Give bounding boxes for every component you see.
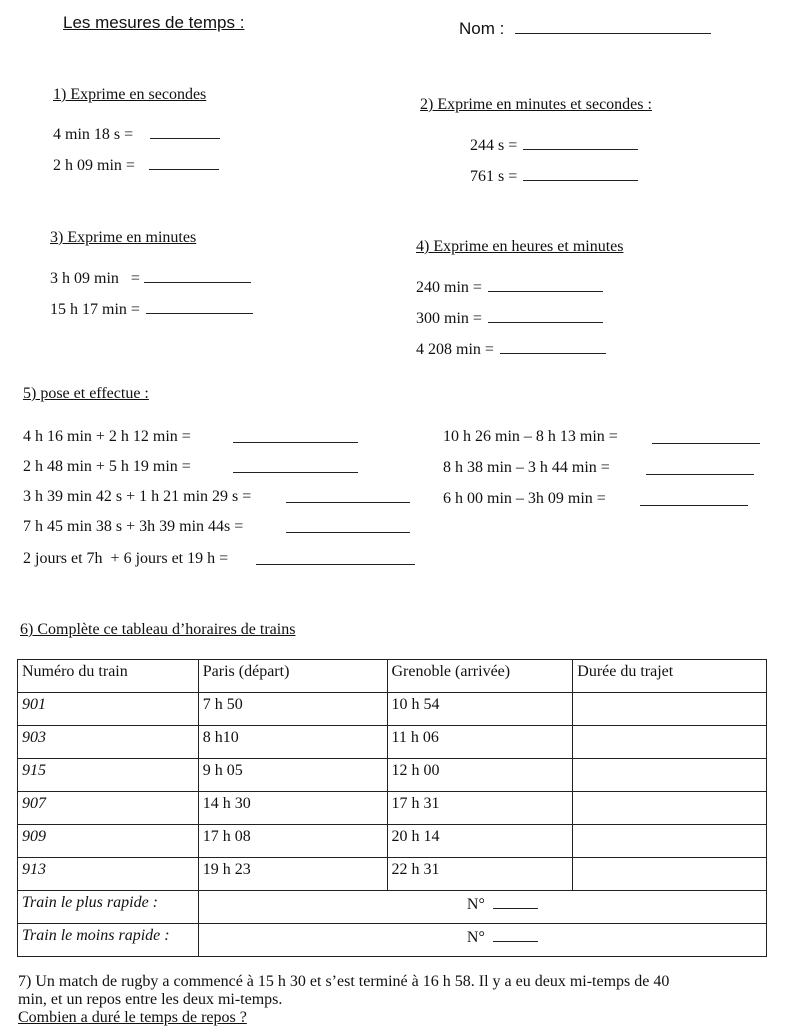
slowest-train-row [18,924,767,957]
ex5-item: 8 h 38 min – 3 h 44 min = [443,459,610,476]
answer-blank[interactable] [286,518,410,533]
ex5-item: 3 h 39 min 42 s + 1 h 21 min 29 s = [23,488,252,505]
duration-cell[interactable] [573,825,767,858]
ex5-item: 2 h 48 min + 5 h 19 min = [23,458,191,475]
table-row [18,759,767,792]
column-header: Paris (départ) [198,660,387,693]
train-number: 907 [18,792,199,825]
page-title: Les mesures de temps : [63,13,245,32]
ex1-heading: 1) Exprime en secondes [53,86,207,103]
ex7-text-line1: 7) Un match de rugby a commencé à 15 h 30 et s’est terminé à 16 h 58. Il y a eu deux mi-temps de 40 [18,973,670,990]
column-header: Durée du trajet [573,660,767,693]
answer-blank[interactable] [488,277,603,292]
ex3-heading: 3) Exprime en minutes [50,229,197,246]
answer-blank[interactable] [286,488,410,503]
ex2-item: 761 s = [470,166,638,186]
train-number: 913 [18,858,199,891]
column-header: Numéro du train [18,660,199,693]
table-header-row [18,660,767,693]
train-timetable [17,659,767,957]
ex4-item: 300 min = [416,308,603,328]
paris-departure: 9 h 05 [198,759,387,792]
ex2-item: 244 s = [470,135,638,155]
duration-cell[interactable] [573,792,767,825]
duration-cell[interactable] [573,759,767,792]
answer-blank[interactable] [523,135,638,150]
train-number: 901 [18,693,199,726]
ex5-item: 7 h 45 min 38 s + 3h 39 min 44s = [23,518,244,535]
fastest-train-label: Train le plus rapide : [18,891,199,924]
ex5-item: 6 h 00 min – 3h 09 min = [443,490,606,507]
duration-cell[interactable] [573,693,767,726]
answer-blank[interactable] [150,124,220,139]
answer-blank[interactable] [493,927,538,942]
grenoble-arrival: 17 h 31 [387,792,573,825]
train-number: 909 [18,825,199,858]
answer-blank[interactable] [233,428,358,443]
answer-blank[interactable] [500,339,606,354]
ex4-heading: 4) Exprime en heures et minutes [416,238,624,255]
ex1-item: 2 h 09 min = [53,155,219,175]
answer-blank[interactable] [146,299,253,314]
table-row [18,825,767,858]
grenoble-arrival: 10 h 54 [387,693,573,726]
answer-blank[interactable] [493,894,538,909]
answer-blank[interactable] [523,166,638,181]
duration-cell[interactable] [573,858,767,891]
grenoble-arrival: 20 h 14 [387,825,573,858]
ex5-item: 4 h 16 min + 2 h 12 min = [23,428,191,445]
table-row [18,693,767,726]
paris-departure: 19 h 23 [198,858,387,891]
answer-blank[interactable] [652,429,760,444]
grenoble-arrival: 12 h 00 [387,759,573,792]
name-label: Nom : [459,19,711,39]
ex7-text-line2: min, et un repos entre les deux mi-temps. [18,991,283,1008]
ex7-question: Combien a duré le temps de repos ? [18,1009,247,1026]
table-row [18,792,767,825]
slowest-train-label: Train le moins rapide : [18,924,199,957]
ex3-item: 15 h 17 min = [50,299,253,319]
name-blank[interactable] [515,19,711,34]
ex1-item: 4 min 18 s = [53,124,220,144]
fastest-train-answer[interactable]: N° [198,891,766,924]
table-row [18,858,767,891]
paris-departure: 8 h10 [198,726,387,759]
table-row [18,726,767,759]
train-number: 903 [18,726,199,759]
ex3-item: 3 h 09 min = [50,268,251,288]
ex5-item: 10 h 26 min – 8 h 13 min = [443,428,618,445]
answer-blank[interactable] [233,458,358,473]
grenoble-arrival: 11 h 06 [387,726,573,759]
answer-blank[interactable] [488,308,603,323]
answer-blank[interactable] [149,155,219,170]
ex4-item: 240 min = [416,277,603,297]
fastest-train-row [18,891,767,924]
duration-cell[interactable] [573,726,767,759]
paris-departure: 14 h 30 [198,792,387,825]
train-number: 915 [18,759,199,792]
ex5-item: 2 jours et 7h + 6 jours et 19 h = [23,550,229,567]
ex6-heading: 6) Complète ce tableau d’horaires de trains [20,621,296,638]
ex4-item: 4 208 min = [416,339,606,359]
grenoble-arrival: 22 h 31 [387,858,573,891]
column-header: Grenoble (arrivée) [387,660,573,693]
answer-blank[interactable] [640,491,748,506]
answer-blank[interactable] [256,550,415,565]
ex5-heading: 5) pose et effectue : [23,385,149,402]
paris-departure: 17 h 08 [198,825,387,858]
ex2-heading: 2) Exprime en minutes et secondes : [420,96,652,113]
answer-blank[interactable] [646,460,754,475]
paris-departure: 7 h 50 [198,693,387,726]
answer-blank[interactable] [144,268,251,283]
slowest-train-answer[interactable]: N° [198,924,766,957]
